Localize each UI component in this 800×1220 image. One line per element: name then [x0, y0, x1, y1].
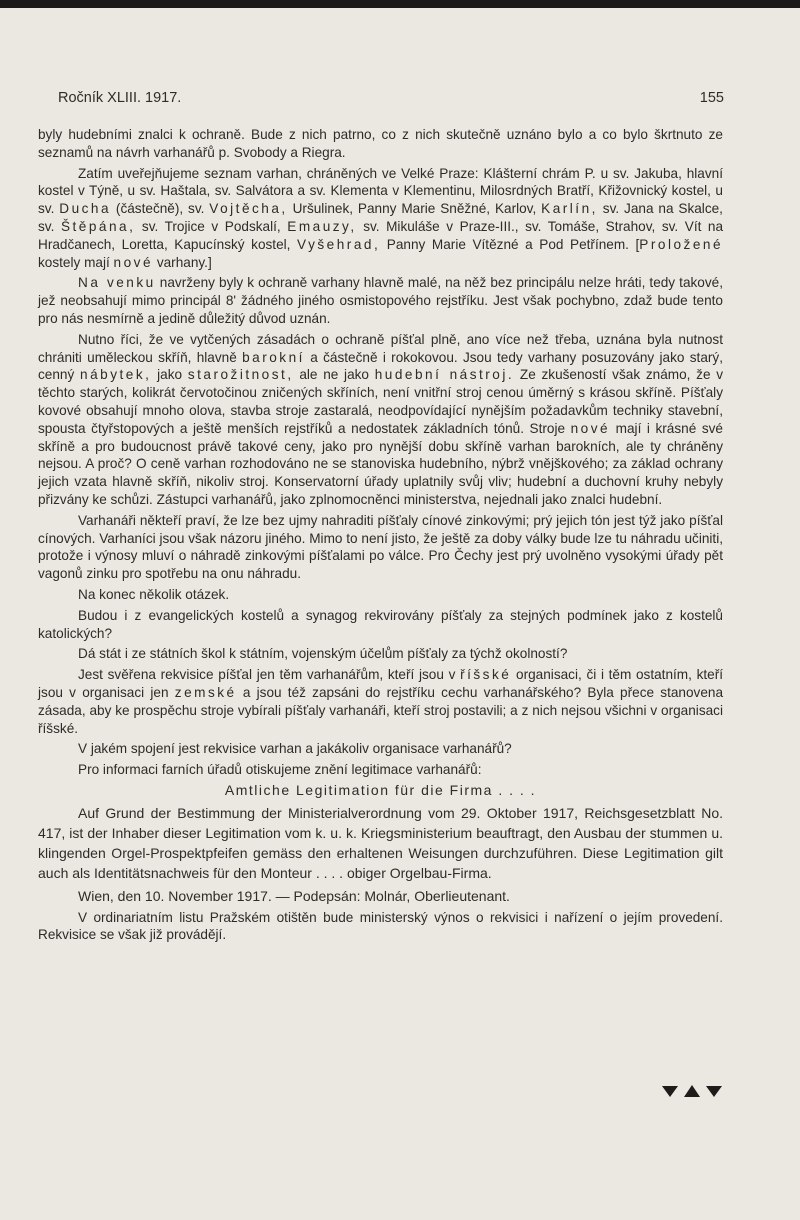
- paragraph: byly hudebními znalci k ochraně. Bude z nich patrno, co z nich skutečně uznáno bylo a co bylo škrtnuto ze seznamů na návrh varhanářů p. Svobody a Riegra.: [38, 127, 723, 160]
- paragraph: Pro informaci farních úřadů otiskujeme znění legitimace varhanářů:: [78, 762, 482, 778]
- paragraph: V jakém spojení jest rekvisice varhan a jakákoliv organisace varhanářů?: [78, 741, 512, 757]
- scan-edge: [0, 0, 800, 8]
- paragraph: Jest svěřena rekvisice píšťal jen těm varhanářům, kteří jsou v říšské organisaci, či i těm ostatním, kteří jsou v organisaci jen zemské a jsou též zapsáni do rejstříku cechu varhanářského? Byla přece stanovena zásada, aby ke prospěchu stroje vybírali píšťaly varhanáři, kteří stroj postavili; a z nich nejsou všichni v organisaci říšské.: [38, 667, 724, 736]
- volume-label: Ročník XLIII. 1917.: [58, 90, 182, 106]
- paragraph: Budou i z evangelických kostelů a synagog rekvirovány píšťaly za stejných podmínek jako z kostelů katolických?: [38, 607, 723, 641]
- page-header: [58, 90, 724, 106]
- paragraph: Auf Grund der Bestimmung der Ministerialverordnung vom 29. Oktober 1917, Reichsgesetzblatt No. 417, ist der Inhaber dieser Legitimation vom k. u. k. Kriegsministerium beauftragt, den Ausbau der stummen u. klingenden Orgel-Prospektpfeifen gemäss den erhaltenen Weisungen durchzuführen. Diese Legitimation gilt auch als Identitätsnachweis für den Monteur . . . . obiger Orgelbau-Firma.: [38, 804, 723, 881]
- article-body: [38, 126, 723, 947]
- closing-paragraph: V ordinariatním listu Pražském otištěn bude ministerský výnos o rekvisici i nařízení o jejím provedení. Rekvisice se však již provádějí.: [38, 909, 723, 943]
- paragraph: Na venku navrženy byly k ochraně varhany hlavně malé, na něž bez principálu nelze hráti, tedy takové, jež neobsahují mimo principál 8ʹ žádného jiného osmistopového rejstříku. Jest však pochybno, zdaž bude tento pro nás nesmírně a jedině důležitý důvod uznán.: [38, 275, 723, 326]
- legitimation-text: [38, 803, 723, 906]
- paragraph: Nutno říci, že ve vytčených zásadách o ochraně píšťal plně, ano více než třeba, uznána byla nutnost chrániti uměleckou skříň, hlavně barokní a částečně i rokokovou. Jsou tedy varhany posuzovány jako starý, cenný nábytek, jako starožitnost, ale ne jako hudební nástroj. Ze zkušeností však známo, že v těchto starých, kolikrát červotočinou zničených skříních, není vnitřní stroj cenou úměrný s krásou skříně. Píšťaly kovové obsahují mnoho olova, stavba stroje zastaralá, neodpovídající nynějším požadavkům techniky stavební, spousta čtyřstopových a ještě menších rejstříků a nedostatek základních tónů. Stroje nové mají i krásné své skříně a pro budoucnost právě takové ceny, jako pro nynější dobu skříně varhan barokních, ale ty chráněny nejsou. A proč? O ceně varhan rozhodováno ne se stanoviska hudebního, nýbrž vnějškového; za základ ochrany jejich vzata hlavně skříň, nikoliv stroj. Konservatorní úřady uplatnily svůj vliv; hudební a duchovní kruhy nebyly přizvány ke schůzi. Zástupci varhanářů, jako zplnomocněnci ministerstva, nejednali jako znalci hudební.: [38, 331, 724, 507]
- paragraph: Dá stát i ze státních škol k státním, vojenským účelům píšťaly za týchž okolností?: [78, 646, 568, 662]
- legitimation-heading: Amtliche Legitimation für die Firma . . . .: [224, 781, 537, 798]
- paragraph-organ-list: Zatím uveřejňujeme seznam varhan, chráněných ve Velké Praze: Klášterní chrám P. u sv. Jakuba, hlavní kostel v Týně, u sv. Haštala, sv. Salvátora a sv. Klementa v Klementinu, Milosrdných Bratří, Křižovnický kostel, u sv. Ducha (částečně), sv. Vojtěcha, Uršulinek, Panny Marie Sněžné, Karlov, Karlín, sv. Jana na Skalce, sv. Štěpána, sv. Trojice v Podskalí, Emauzy, sv. Mikuláše v Praze-III., sv. Tomáše, Strahov, sv. Vít na Hradčanech, Loretta, Kapucínský kostel, Vyšehrad, Panny Marie Vítězné a Pod Petřínem. [Proložené kostely mají nové varhany.]: [38, 165, 724, 270]
- paragraph: Na konec několik otázek.: [78, 586, 230, 602]
- paragraph: Varhanáři někteří praví, že lze bez ujmy nahraditi píšťaly cínové zinkovými; prý jejich tón jest týž jako píšťal cínových. Varhaníci jsou však názoru jiného. Mimo to není jisto, že ještě za doby války bude lze tu náhradu učiniti, protože i výnosy mluví o náhradě zinkovými píšťalami po válce. Pro Čechy jest prý uvolněno vysokými úřady pět vagonů zinku pro spotřebu na onu náhradu.: [38, 512, 723, 582]
- page-number: 155: [699, 90, 724, 106]
- signature-line: Wien, den 10. November 1917. — Podepsán: Molnár, Oberlieutenant.: [78, 887, 510, 904]
- triangle-ornament-icon: [662, 1083, 722, 1099]
